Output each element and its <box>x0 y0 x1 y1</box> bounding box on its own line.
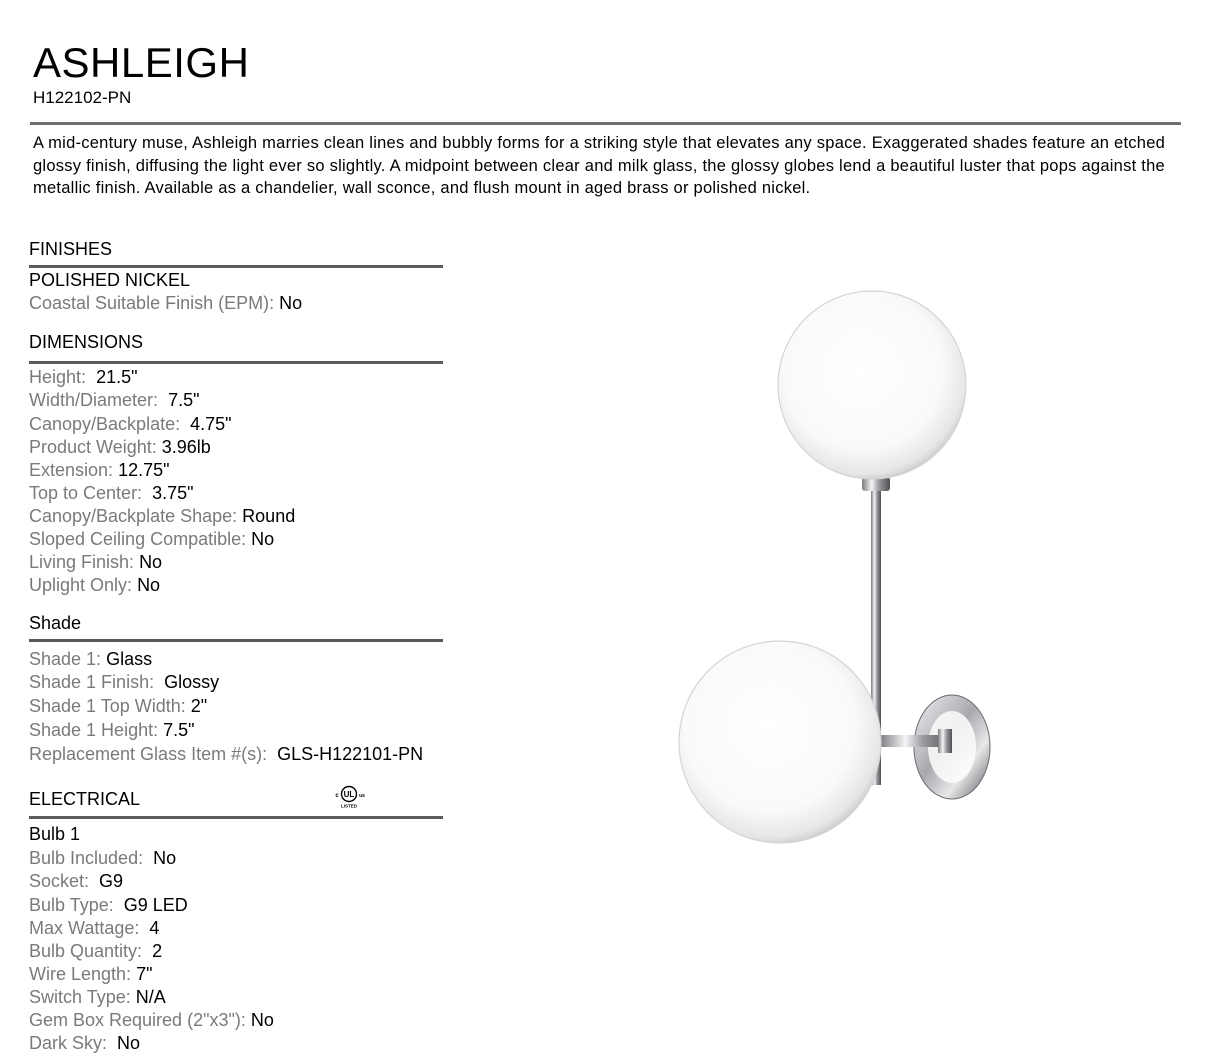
product-description: A mid-century muse, Ashleigh marries clean lines and bubbly forms for a striking style that elevates any space. Exaggerated shades feature an etched glossy finish, diffusing the light ever so slightly. A midpoint between clear and milk glass, the glossy globes lend a beautiful luster that pops against the metallic finish. Available as a chandelier, wall sconce, and flush mount in aged brass or polished nickel. <box>33 134 1166 198</box>
spec-row <box>29 1009 274 1031</box>
electrical-divider <box>29 816 443 819</box>
product-sku: H122102-PN <box>33 88 132 107</box>
spec-value: No <box>117 1033 141 1053</box>
bulb-heading: Bulb 1 <box>29 824 81 844</box>
spec-label: Switch Type: <box>29 987 131 1007</box>
spec-row <box>29 719 195 741</box>
spec-label: Dark Sky: <box>29 1033 108 1053</box>
spec-row <box>29 528 274 550</box>
spec-value: 21.5" <box>96 367 138 387</box>
spec-row <box>29 574 160 596</box>
spec-value: Glossy <box>164 672 220 692</box>
electrical-title: ELECTRICAL <box>29 789 141 809</box>
product-name: ASHLEIGH <box>33 39 250 86</box>
finishes-divider <box>29 265 443 268</box>
spec-row <box>29 1032 140 1054</box>
spec-row <box>29 505 295 527</box>
spec-row <box>29 695 207 717</box>
shade-title: Shade <box>29 613 82 633</box>
spec-row <box>29 870 123 892</box>
upper-globe <box>778 291 966 479</box>
spec-label: Shade 1: <box>29 649 102 669</box>
spec-row <box>29 482 194 504</box>
spec-value: Round <box>242 506 296 526</box>
spec-row <box>29 963 152 985</box>
spec-value: Glass <box>106 649 153 669</box>
spec-label: Max Wattage: <box>29 918 140 938</box>
ul-logo-ul-text: UL <box>343 790 355 799</box>
finishes-title: FINISHES <box>29 239 113 259</box>
spec-label: Shade 1 Top Width: <box>29 696 186 716</box>
spec-value: 12.75" <box>118 460 170 480</box>
spec-value: No <box>250 1010 274 1030</box>
spec-row <box>29 389 199 411</box>
spec-label: Extension: <box>29 460 114 480</box>
spec-label: Sloped Ceiling Compatible: <box>29 529 247 549</box>
spec-label: Uplight Only: <box>29 575 133 595</box>
spec-value: 3.96lb <box>161 437 211 457</box>
spec-value: G9 LED <box>123 895 188 915</box>
ul-logo-listed-text: LISTED <box>340 803 358 809</box>
spec-label: Product Weight: <box>29 437 157 457</box>
spec-label: Bulb Type: <box>29 895 114 915</box>
spec-value: No <box>139 552 163 572</box>
spec-row <box>29 743 423 765</box>
ul-listed-icon <box>332 785 370 809</box>
spec-label: Shade 1 Height: <box>29 720 159 740</box>
spec-value: No <box>279 293 303 313</box>
spec-value: G9 <box>99 871 124 891</box>
ul-logo-us-text: us <box>359 793 365 799</box>
spec-value: 3.75" <box>152 483 194 503</box>
spec-row <box>29 671 219 693</box>
spec-label: Wire Length: <box>29 964 132 984</box>
spec-value: No <box>251 529 275 549</box>
spec-label: Coastal Suitable Finish (EPM): <box>29 293 275 313</box>
spec-value: 7" <box>136 964 153 984</box>
spec-row <box>29 436 211 458</box>
spec-label: Socket: <box>29 871 90 891</box>
spec-label: Gem Box Required (2"x3"): <box>29 1010 246 1030</box>
spec-label: Bulb Included: <box>29 848 144 868</box>
spec-row <box>29 894 188 916</box>
spec-value: 4 <box>149 918 160 938</box>
finish-name: POLISHED NICKEL <box>29 270 191 290</box>
spec-value: GLS-H122101-PN <box>277 744 424 764</box>
spec-label: Replacement Glass Item #(s): <box>29 744 268 764</box>
spec-row <box>29 459 170 481</box>
spec-row <box>29 292 302 314</box>
spec-row <box>29 648 152 670</box>
wall-sconce-product-image <box>670 285 1000 885</box>
spec-label: Width/Diameter: <box>29 390 159 410</box>
spec-row <box>29 413 232 435</box>
spec-row <box>29 917 159 939</box>
spec-row <box>29 366 138 388</box>
spec-label: Canopy/Backplate: <box>29 414 181 434</box>
spec-row <box>29 986 166 1008</box>
lower-globe <box>679 641 881 843</box>
dimensions-divider <box>29 361 443 364</box>
header-divider <box>30 122 1181 125</box>
dimensions-title: DIMENSIONS <box>29 332 144 352</box>
spec-label: Bulb Quantity: <box>29 941 143 961</box>
spec-label: Height: <box>29 367 87 387</box>
spec-value: N/A <box>135 987 166 1007</box>
spec-row <box>29 847 176 869</box>
spec-row <box>29 940 162 962</box>
spec-value: No <box>137 575 161 595</box>
ul-logo-c-text: c <box>335 793 339 799</box>
shade-divider <box>29 639 443 642</box>
spec-label: Top to Center: <box>29 483 143 503</box>
spec-label: Canopy/Backplate Shape: <box>29 506 238 526</box>
spec-value: 7.5" <box>163 720 195 740</box>
spec-value: 2" <box>190 696 208 716</box>
spec-label: Shade 1 Finish: <box>29 672 155 692</box>
spec-value: 7.5" <box>168 390 200 410</box>
spec-value: No <box>153 848 177 868</box>
spec-label: Living Finish: <box>29 552 135 572</box>
spec-row <box>29 551 162 573</box>
spec-value: 4.75" <box>190 414 232 434</box>
spec-value: 2 <box>152 941 163 961</box>
